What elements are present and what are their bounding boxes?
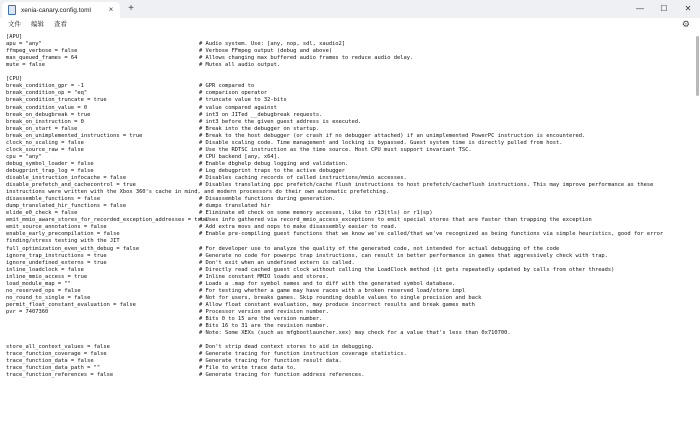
text-line: [6, 224, 696, 231]
config-comment: # comparison operator: [199, 90, 268, 97]
wrapped-text: instructions were written with the Xbox 360's cache in mind, and modern processors do their own automatic prefetching.: [6, 189, 389, 196]
config-entry: enable_early_precompilation = false: [6, 231, 120, 238]
text-line: [6, 260, 696, 267]
config-comment: # Generate no code for powerpc trap instructions, can result in better performance in games that aggressively check with trap.: [199, 252, 608, 259]
text-line: [6, 302, 696, 309]
config-entry: mute = false: [6, 62, 45, 69]
config-entry: disable_prefetch_and_cachecontrol = true: [6, 182, 136, 189]
config-comment: # CPU backend [any, x64].: [199, 153, 281, 160]
settings-gear-icon[interactable]: ⚙: [681, 19, 690, 29]
text-line: [6, 105, 696, 112]
text-line: [6, 34, 696, 41]
config-comment: # Disassemble functions during generation.: [199, 196, 336, 203]
config-entry: no_round_to_single = false: [6, 294, 91, 301]
menu-edit[interactable]: 编辑: [31, 21, 44, 28]
text-line: [6, 365, 696, 372]
text-line: [6, 274, 696, 281]
config-entry: break_on_unimplemented_instructions = true: [6, 132, 143, 139]
config-entry: elide_e0_check = false: [6, 210, 78, 217]
config-entry: full_optimization_even_with_debug = false: [6, 245, 140, 252]
config-comment: # dumps translated hir: [199, 203, 271, 210]
file-tab[interactable]: [2, 2, 120, 18]
text-line: [6, 41, 696, 48]
config-comment: # GPR compared to: [199, 83, 255, 90]
config-comment: # Not for users, breaks games. Skip rounding double values to single precision and back: [199, 294, 482, 301]
config-comment: # Break to the host debugger (or crash if no debugger attached) if an unimplemented PowerPC instruction is encountered.: [199, 132, 586, 139]
config-comment: # Uses info gathered via record_mmio_access_exceptions to emit special stores that are faster than trapping the exception: [199, 217, 592, 224]
text-line: [6, 203, 696, 210]
tab-title: xenia-canary.config.toml: [21, 6, 91, 14]
text-line: [6, 344, 696, 351]
config-comment: # Don't strip dead context stores to aid in debugging.: [199, 344, 375, 351]
config-entry: [APU]: [6, 34, 23, 40]
config-comment: # Disables translating ppc prefetch/cache flush instructions to host prefetch/cacheflush instructions. This may improve performance as these: [199, 182, 654, 189]
text-line: [6, 358, 696, 365]
config-entry: trace_function_data_path = "": [6, 365, 101, 372]
config-entry: clock_no_scaling = false: [6, 139, 84, 146]
config-entry: permit_float_constant_evaluation = false: [6, 301, 136, 308]
config-entry: break_on_instruction = 0: [6, 118, 84, 125]
text-line: [6, 372, 696, 379]
config-comment: # Inline constant MMIO loads and stores.: [199, 273, 329, 280]
config-entry: disable_instruction_infocache = false: [6, 175, 127, 181]
text-line: [6, 323, 696, 330]
config-comment: # Allow float constant evaluation, may produce incorrect results and break games math: [199, 301, 475, 308]
menu-file[interactable]: 文件: [8, 21, 21, 28]
text-line: [6, 246, 696, 253]
config-entry: break_on_debugbreak = true: [6, 111, 91, 118]
config-entry: break_on_start = false: [6, 125, 78, 132]
title-bar: [0, 0, 700, 18]
text-line: [6, 253, 696, 260]
text-line: [6, 316, 696, 323]
wrapped-text: finding/stress testing with the JIT: [6, 238, 120, 245]
text-line: [6, 330, 696, 337]
config-entry: load_module_map = "": [6, 280, 71, 287]
document-icon: [8, 5, 16, 15]
text-line: [6, 351, 696, 358]
config-comment: # Generate tracing for function address references.: [199, 372, 365, 379]
text-line: [6, 217, 696, 224]
config-entry: trace_function_references = false: [6, 372, 114, 379]
config-comment: # Verbose FFmpeg output (debug and above): [199, 48, 333, 55]
text-line: [6, 55, 696, 62]
text-line: [6, 309, 696, 316]
config-entry: inline_mmio_access = true: [6, 273, 88, 280]
text-line: [6, 90, 696, 97]
text-line: [6, 97, 696, 104]
text-line: [6, 161, 696, 168]
config-comment: # Disable scaling code. Time management and locking is bypassed. Guest system time is directly pulled from host.: [199, 139, 563, 146]
maximize-button[interactable]: ☐: [660, 4, 668, 13]
config-entry: max_queued_frames = 64: [6, 55, 78, 62]
config-entry: apu = "any": [6, 41, 42, 48]
config-entry: clock_source_raw = false: [6, 146, 84, 153]
config-comment: # Loads a .map for symbol names and to diff with the generated symbol database.: [199, 280, 456, 287]
text-line: [6, 231, 696, 238]
config-comment: # Directly read cached guest clock without calling the LoadClock method (it gets repeatedly updated by calls from other threads): [199, 266, 615, 273]
config-comment: # Don't exit when an undefined extern is called.: [199, 259, 355, 266]
text-line: [6, 337, 696, 344]
config-entry: cpu = "any": [6, 153, 42, 160]
text-line: [6, 238, 696, 245]
config-entry: ignore_trap_instructions = true: [6, 252, 107, 259]
text-line: [6, 126, 696, 133]
config-comment: # int3 on JITed __debugbreak requests.: [199, 111, 323, 118]
config-comment: # File to write trace data to.: [199, 365, 297, 372]
text-line: [6, 175, 696, 182]
window-controls: [628, 0, 700, 18]
text-line: [6, 288, 696, 295]
close-window-button[interactable]: ✕: [684, 4, 692, 13]
config-entry: break_condition_value = 0: [6, 104, 88, 111]
config-comment: # Processor version and revision number.: [199, 308, 329, 315]
menu-bar: [0, 18, 700, 32]
text-line: [6, 119, 696, 126]
config-comment: # Eliminate e0 check on some memory accesses, like to r13(tls) or r1(sp): [199, 210, 433, 217]
config-entry: [CPU]: [6, 76, 23, 83]
config-comment: # Mutes all audio output.: [199, 62, 281, 69]
new-tab-button[interactable]: +: [128, 3, 134, 14]
text-line: [6, 189, 696, 196]
text-line: [6, 69, 696, 76]
config-entry: inline_loadclock = false: [6, 266, 84, 273]
config-entry: break_condition_gpr = -1: [6, 83, 84, 90]
config-entry: ffmpeg_verbose = false: [6, 48, 78, 55]
text-line: [6, 112, 696, 119]
config-comment: # Break into the debugger on startup.: [199, 125, 320, 132]
config-comment: # Use the RDTSC instruction as the time source. Host CPU must support invariant TSC.: [199, 146, 472, 153]
text-line: [6, 168, 696, 175]
config-entry: emit_mmio_aware_stores_for_recorded_exception_addresses = true: [6, 217, 208, 224]
config-entry: trace_function_coverage = false: [6, 351, 107, 358]
text-line: [6, 210, 696, 217]
text-line: [6, 281, 696, 288]
config-entry: disassemble_functions = false: [6, 196, 101, 203]
config-comment: # truncate value to 32-bits: [199, 97, 287, 104]
config-entry: dump_translated_hir_functions = false: [6, 203, 127, 210]
config-comment: # For developer use to analyze the quality of the generated code, not intended for actual debugging of the code: [199, 245, 560, 252]
text-line: [6, 76, 696, 83]
text-line: [6, 267, 696, 274]
config-comment: # value compared against: [199, 104, 277, 111]
text-line: [6, 140, 696, 147]
config-comment: # int3 before the given guest address is executed.: [199, 118, 362, 125]
text-line: [6, 147, 696, 154]
text-line: [6, 62, 696, 69]
config-comment: # Audio system. Use: [any, nop, sdl, xaudio2]: [199, 41, 346, 48]
config-comment: # Disables caching records of called instructions/mmio accesses.: [199, 175, 407, 181]
vertical-scrollbar[interactable]: [696, 36, 699, 96]
config-entry: debug_symbol_loader = false: [6, 160, 94, 167]
config-entry: break_condition_op = "eq": [6, 90, 88, 97]
config-entry: break_condition_truncate = true: [6, 97, 107, 104]
config-entry: pvr = 7407360: [6, 308, 49, 315]
text-line: [6, 295, 696, 302]
close-tab-icon[interactable]: ×: [108, 5, 114, 14]
config-comment: # Enable dbghelp debug logging and validation.: [199, 160, 349, 167]
config-entry: ignore_undefined_externs = true: [6, 259, 107, 266]
text-line: [6, 154, 696, 161]
config-comment: # Allows changing max buffered audio frames to reduce audio delay.: [199, 55, 414, 62]
text-line: [6, 83, 696, 90]
config-comment: # Generate tracing for function instruction coverage statistics.: [199, 351, 407, 358]
config-entry: store_all_context_values = false: [6, 344, 110, 351]
config-entry: no_reserved_ops = false: [6, 287, 81, 294]
config-comment: # Bits 0 to 15 are the version number.: [199, 316, 323, 322]
config-comment: # Note: Some XEXs (such as mfgbootlauncher.xex) may check for a value that's less than 0x710700.: [199, 330, 511, 337]
text-editor[interactable]: [0, 32, 700, 425]
config-entry: debugprint_trap_log = false: [6, 167, 94, 174]
text-line: [6, 48, 696, 55]
minimize-button[interactable]: —: [636, 4, 644, 13]
config-comment: # Log debugprint traps to the active debugger: [199, 167, 346, 174]
text-line: [6, 196, 696, 203]
config-comment: # Add extra movs and nops to make disassembly easier to read.: [199, 224, 397, 231]
text-line: [6, 182, 696, 189]
config-entry: emit_source_annotations = false: [6, 224, 107, 231]
config-comment: # Generate tracing for function result data.: [199, 358, 342, 365]
text-line: [6, 133, 696, 140]
config-entry: trace_function_data = false: [6, 358, 94, 365]
config-comment: # Enable pre-compiling guest functions that we know we've called/that we've recognized as being functions via simple heuristics, good for error: [199, 231, 664, 238]
menu-view[interactable]: 查看: [54, 21, 67, 28]
config-comment: # Bits 16 to 31 are the revision number.: [199, 323, 329, 330]
config-comment: # For testing whether a game may have races with a broken reserved load/store impl: [199, 287, 466, 294]
